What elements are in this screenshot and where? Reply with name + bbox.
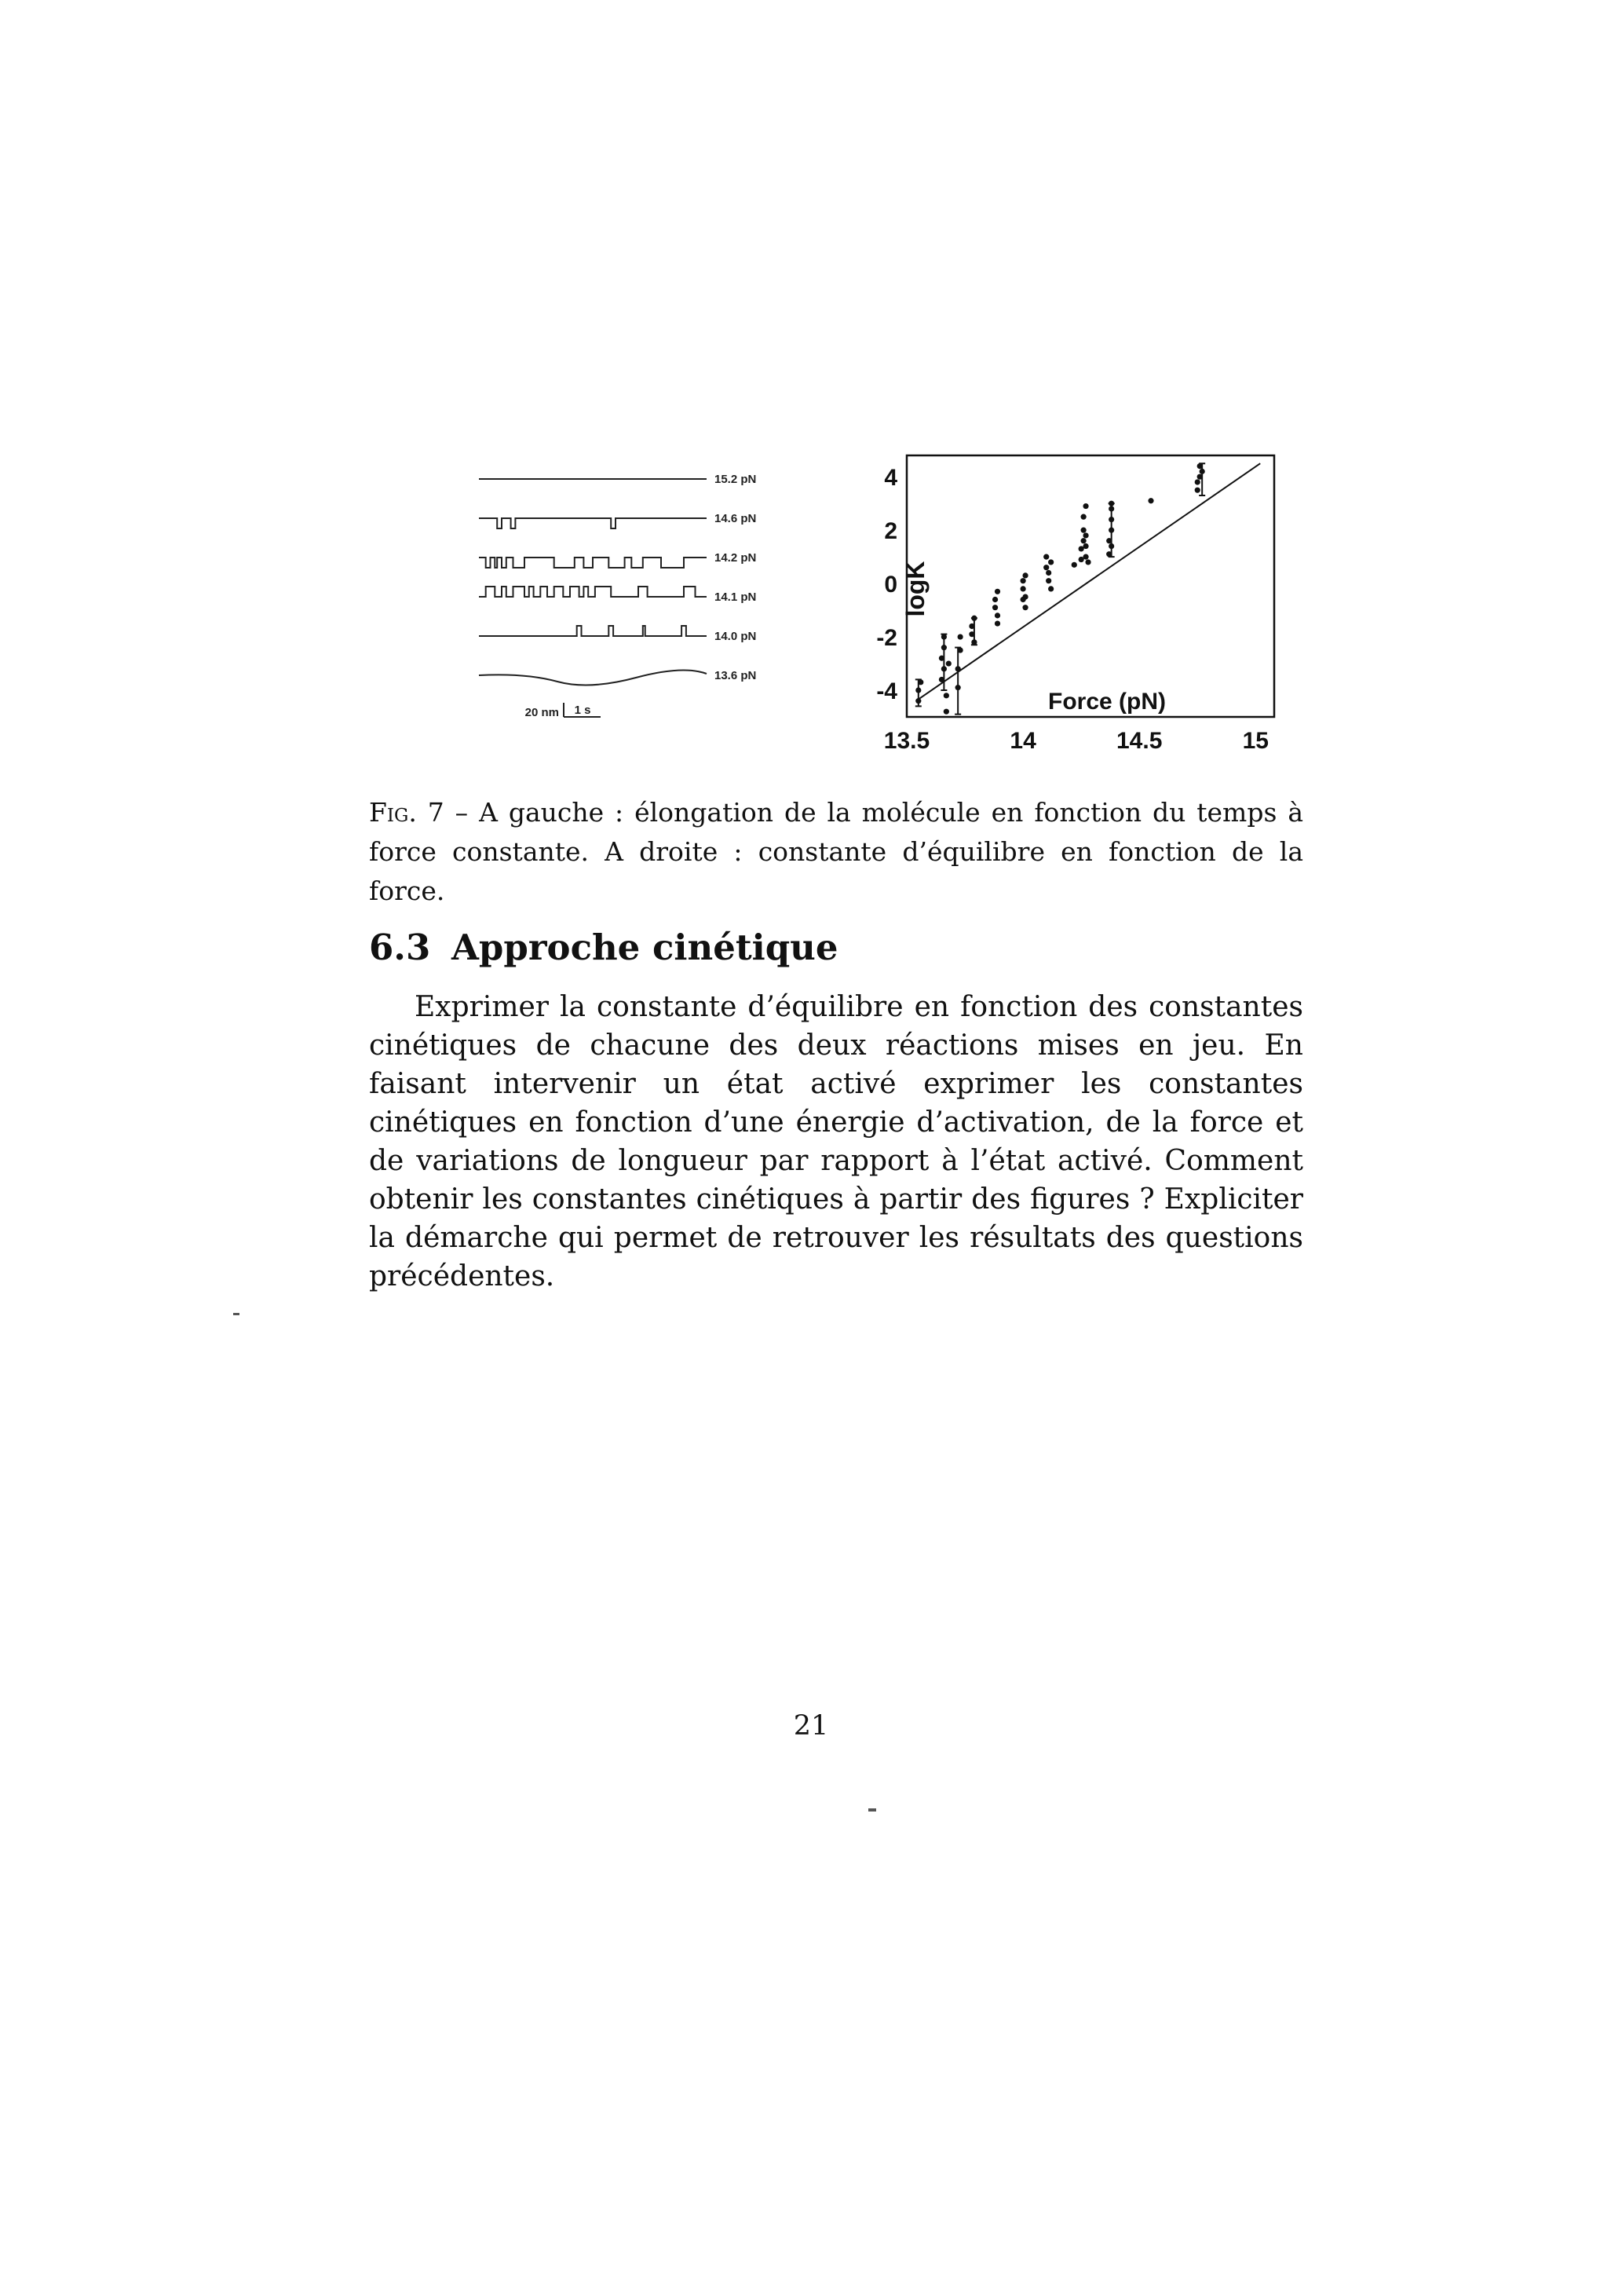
x-tick-label: 14: [1010, 728, 1036, 754]
data-point: [1106, 538, 1112, 543]
elongation-trace: [479, 558, 707, 568]
data-point: [958, 647, 963, 653]
data-point: [1148, 498, 1153, 503]
logk-vs-force-chart: [844, 444, 1299, 773]
data-point: [1072, 562, 1077, 568]
fit-line: [916, 463, 1260, 700]
page-number: 21: [793, 1710, 829, 1742]
data-point: [1109, 506, 1114, 511]
x-tick-label: 13.5: [883, 728, 930, 754]
data-point: [1109, 517, 1114, 522]
y-tick-label: 2: [884, 518, 897, 545]
data-point: [941, 666, 947, 671]
y-tick-label: 4: [884, 465, 897, 492]
x-tick-label: 15: [1242, 728, 1269, 754]
data-point: [1109, 543, 1114, 549]
y-tick-label: 0: [884, 572, 897, 598]
data-point: [1048, 586, 1054, 591]
data-point: [1109, 528, 1114, 533]
data-point: [1021, 586, 1026, 591]
trace-force-label: 14.1 pN: [714, 590, 757, 604]
data-point: [1197, 474, 1203, 480]
data-point: [944, 709, 949, 715]
data-point: [1022, 605, 1028, 610]
data-point: [918, 679, 923, 685]
data-point: [1081, 538, 1087, 543]
data-point: [1081, 514, 1087, 520]
data-point: [995, 612, 1000, 618]
data-point: [915, 698, 921, 704]
data-point: [1022, 572, 1028, 578]
data-point: [969, 623, 974, 629]
data-point: [1085, 559, 1090, 565]
data-point: [1197, 463, 1203, 469]
x-axis-label: Force (pN): [1048, 689, 1166, 715]
trace-force-label: 14.2 pN: [714, 551, 757, 565]
data-point: [992, 597, 998, 602]
data-point: [995, 589, 1000, 594]
elongation-trace: [479, 626, 707, 636]
data-point: [1083, 543, 1088, 549]
data-point: [1048, 559, 1054, 565]
section-number: 6.3: [369, 927, 431, 968]
data-point: [992, 605, 998, 610]
data-point: [955, 685, 961, 690]
data-point: [1195, 479, 1200, 484]
scale-bar-length-label: 20 nm: [524, 706, 559, 719]
elongation-traces-figure: [471, 467, 824, 738]
section-heading: [369, 927, 838, 968]
data-point: [1046, 578, 1051, 583]
elongation-trace: [479, 671, 707, 686]
trace-force-label: 14.0 pN: [714, 630, 757, 643]
data-point: [944, 693, 949, 698]
data-point: [1083, 554, 1088, 560]
caption-label: Fig. 7: [369, 797, 444, 828]
data-point: [1043, 554, 1049, 560]
section-title: Approche cinétique: [451, 927, 838, 968]
data-point: [939, 656, 944, 661]
data-point: [1043, 565, 1049, 570]
elongation-trace: [479, 587, 707, 597]
data-point: [915, 687, 921, 693]
data-point: [1046, 570, 1051, 576]
data-point: [946, 660, 952, 666]
body-paragraph: Exprimer la constante d’équilibre en fonction des constantes cinétiques de chacune des deux réactions mises en jeu. En faisant intervenir un état activé exprimer les constantes cinétiques en fonction d’une énergie d’activation, de la force et de variations de longueur par rapport à l’état activé. Comment obtenir les constantes cinétiques à partir des figures ? Expliciter la démarche qui permet de retrouver les résultats des questions précédentes.: [369, 991, 1303, 1292]
error-bar: [955, 648, 961, 715]
caption-text: – A gauche : élongation de la molécule en fonction du temps à force constante. A droite : constante d’équilibre en fonction de la force.: [369, 797, 1303, 906]
y-axis-label: logK: [901, 561, 930, 617]
data-point: [1195, 488, 1200, 493]
data-point: [1083, 532, 1088, 538]
data-point: [941, 645, 947, 650]
scan-speck: [233, 1313, 239, 1315]
y-tick-label: -4: [876, 678, 897, 705]
trace-force-label: 15.2 pN: [714, 473, 757, 486]
data-point: [939, 677, 944, 682]
elongation-trace: [479, 518, 707, 528]
data-point: [1021, 597, 1026, 602]
scale-bar: [525, 703, 601, 719]
data-point: [969, 631, 974, 637]
data-point: [971, 639, 977, 645]
data-point: [1109, 501, 1114, 506]
data-point: [1200, 469, 1205, 474]
trace-force-label: 13.6 pN: [714, 669, 757, 682]
data-point: [995, 620, 1000, 626]
data-point: [1106, 551, 1112, 557]
data-point: [958, 634, 963, 639]
plot-frame: [907, 455, 1274, 717]
data-point: [1021, 578, 1026, 583]
data-point: [941, 634, 947, 639]
data-point: [1083, 503, 1088, 509]
y-tick-label: -2: [876, 625, 897, 652]
scan-speck: [868, 1808, 876, 1812]
trace-force-label: 14.6 pN: [714, 512, 757, 525]
data-point: [971, 616, 977, 621]
data-point: [955, 666, 961, 671]
x-tick-label: 14.5: [1116, 728, 1163, 754]
scale-bar-time-label: 1 s: [574, 704, 591, 717]
data-point: [1081, 528, 1087, 533]
figure-caption: [369, 793, 1303, 911]
